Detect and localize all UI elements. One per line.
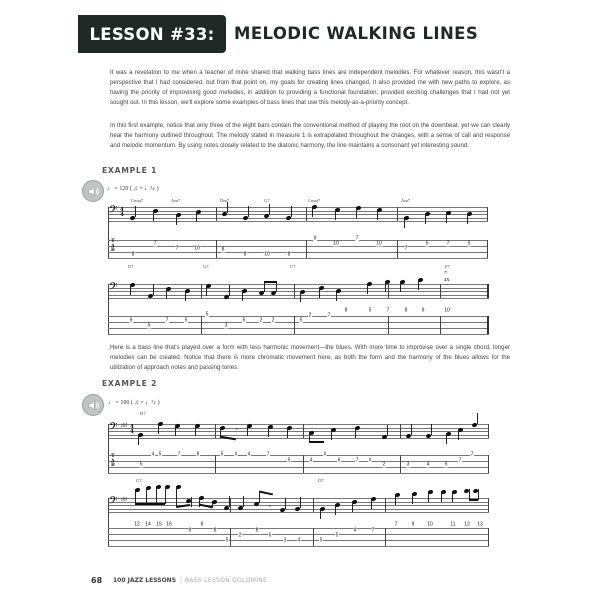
tab-number: 5 (184, 317, 188, 324)
tab-number: 6 (268, 532, 272, 539)
tab-number: 4 (297, 537, 301, 544)
chord-symbol: G7 (264, 198, 270, 203)
tab-number: 8 (196, 451, 200, 458)
tab-number: 12 (134, 521, 140, 528)
lesson-title: MELODIC WALKING LINES (234, 24, 479, 43)
example-2-audio-button[interactable] (82, 394, 104, 416)
tab-clef: T A B (111, 239, 115, 254)
tab-number: 8 (287, 251, 291, 258)
tab-number: 7 (371, 527, 375, 534)
tab-number: 7 (355, 235, 359, 242)
book-title: 100 JAZZ LESSONS (113, 577, 177, 584)
tab-number: 8 (213, 527, 217, 534)
dead-note: × (235, 427, 239, 433)
tab-number: 2 (259, 317, 263, 324)
tab-number: 14 (145, 521, 151, 528)
tab-number: 15 (156, 521, 162, 528)
tab-number: 10 (194, 245, 200, 252)
tab-number: 7 (394, 521, 398, 528)
tab-number: 5 (368, 307, 372, 314)
tab-number: 7 (165, 317, 169, 324)
tab-number: 7 (458, 457, 462, 464)
time-signature: 4 4 (120, 207, 124, 218)
tab-number: 7 (177, 451, 181, 458)
tab-number: 8 (243, 251, 247, 258)
speaker-icon (87, 399, 100, 412)
footer-separator: | (180, 576, 183, 584)
tab-number: 5 (335, 532, 339, 539)
tab-number: 5 (425, 240, 429, 247)
tab-number: 9 (129, 317, 133, 324)
intro-paragraph: It was a revelation to me when a teacher of mine shared that walking bass lines are independent melodies. For whatever reason, this wasn't a perspective that I had considered, but from that point on, my goals for creating lines changed. It also provided me with new paths to explore, as having the priority of improvising good melodies, in addition to providing a functional foundation, provided exciting challenges that I had not yet sought out. In this lesson, we'll explore some examples of bass lines that use this melody-as-a-priority concept. (110, 69, 510, 106)
tab-number: 7 (175, 245, 179, 252)
example-2-description: Here is a bass line that's played over a form with less harmonic movement—the blues. With more time to improvise over a single chord, longer melodies can be created. Notice that there is more chromatic movement here, as both the form and the harmony of the blues allows for the utilization of approach notes and passing tones. (110, 344, 510, 371)
example-2-tempo: ♩ = 100 ( ♫ = ♩³♪ ) (108, 400, 160, 406)
chord-symbol: Cmaj7 (131, 198, 144, 203)
tab-number: 3 (224, 322, 228, 329)
tab-number: X (234, 451, 238, 458)
tab-number: 2 (271, 317, 275, 324)
tab-number: 9 (313, 235, 317, 242)
bass-clef-icon: 𝄢 (109, 421, 118, 436)
tab-number: 13 (477, 521, 483, 528)
chord-symbol: F7 (445, 264, 450, 269)
repeat-count: 4X (444, 277, 450, 282)
tab-number: 5 (467, 240, 471, 247)
key-signature: ♯♯ (121, 423, 127, 429)
tab-number: 4 (426, 461, 430, 468)
tab-number: 7 (470, 451, 474, 458)
tab-number: 8 (131, 251, 135, 258)
tab-number: 7 (355, 457, 359, 464)
tab-number: 9 (421, 307, 425, 314)
tab-number: 2 (238, 532, 242, 539)
tab-number: 11 (450, 521, 456, 528)
bass-clef-icon: 𝄢 (109, 495, 118, 510)
tab-clef: T A B (111, 454, 115, 469)
tab-number: 5 (220, 451, 224, 458)
tab-number: 6 (337, 457, 341, 464)
tab-number: 10 (264, 251, 270, 258)
tab-number: 4 (309, 457, 313, 464)
chord-symbol: G7 (203, 264, 209, 269)
tab-number: 5 (444, 461, 448, 468)
tab-number: 3 (283, 537, 287, 544)
tab-number: 3 (406, 461, 410, 468)
tab-number: 7 (446, 240, 450, 247)
tab-number: 4 (247, 451, 251, 458)
tab-number: 5 (225, 537, 229, 544)
tab-number: 7 (386, 307, 390, 314)
key-signature: ♯♯ (121, 497, 127, 503)
tab-number: 5 (147, 322, 151, 329)
tab-number: 12 (464, 521, 470, 528)
tab-number: 8 (404, 307, 408, 314)
tab-number: 7 (327, 312, 331, 319)
chord-symbol: D7 (128, 264, 134, 269)
chord-symbol: D7 (318, 478, 324, 483)
lesson-number: LESSON #33: (89, 24, 215, 44)
tab-number: 7 (153, 240, 157, 247)
tab-number: 5 (242, 317, 246, 324)
tab-number: 9 (188, 527, 192, 534)
tab-number: 4 (353, 527, 357, 534)
tab-number: 16 (166, 521, 172, 528)
tab-number: 8 (255, 527, 259, 534)
tab-number: 5 (319, 537, 323, 544)
bass-clef-icon: 𝄢 (109, 281, 118, 296)
chord-symbol: D7 (140, 411, 146, 416)
tab-number: 7 (266, 451, 270, 458)
example-1-audio-button[interactable] (82, 180, 104, 202)
tab-number: 9 (411, 521, 415, 528)
tab-number: 8 (221, 246, 225, 253)
time-signature: 4 4 (130, 424, 134, 435)
tab-number: 5 (139, 461, 143, 468)
page-number: 68 (91, 576, 103, 585)
tab-number: 5 (299, 317, 303, 324)
chord-symbol: Cmaj7 (308, 198, 321, 203)
tab-number: 10 (376, 240, 382, 247)
tab-number: X (323, 451, 327, 458)
tab-number: 4 (151, 451, 155, 458)
speaker-icon (87, 185, 100, 198)
tab-number: 5 (205, 311, 209, 318)
series-title: BASS LESSON GOLDMINE (185, 577, 268, 584)
chord-symbol: G7 (136, 478, 142, 483)
tab-number: 10 (427, 521, 433, 528)
chord-symbol: C7 (290, 264, 296, 269)
example-1-description: In this first example, notice that only three of the eight bars contain the conventional method of playing the root on the downbeat, yet we can clearly hear the harmony outlined throughout. The melody stated in measure 1 is extrapolated throughout the changes, with a sense of call and response and melodic momentum. By using notes closely related to the diatonic harmony, the line maintains a consonant yet interesting sound. (110, 122, 510, 149)
tab-number: 5 (287, 457, 291, 464)
tab-number: 10 (444, 307, 450, 314)
tab-number: 8 (344, 307, 348, 314)
example-1-tempo: ♩ = 120 ( ♫ = ♩³♪ ) (107, 186, 159, 192)
tab-number: 2 (382, 461, 386, 468)
tab-number: X (368, 457, 372, 464)
chord-symbol: Am7 (171, 198, 181, 203)
tab-number: 8 (200, 521, 204, 528)
example-2-label: EXAMPLE 2 (102, 379, 158, 388)
tab-number: 10 (333, 240, 339, 247)
lesson-number-banner (78, 15, 226, 53)
tab-number: 5 (158, 451, 162, 458)
fermata-icon: 𝄐 (444, 269, 448, 276)
dead-note: × (268, 504, 272, 510)
chord-symbol: Dm7 (220, 198, 230, 203)
tab-number: 7 (404, 245, 408, 252)
bass-clef-icon: 𝄢 (109, 204, 118, 219)
example-1-label: EXAMPLE 1 (102, 166, 158, 175)
chord-symbol: Am7 (401, 198, 411, 203)
tab-number: 2 (308, 312, 312, 319)
